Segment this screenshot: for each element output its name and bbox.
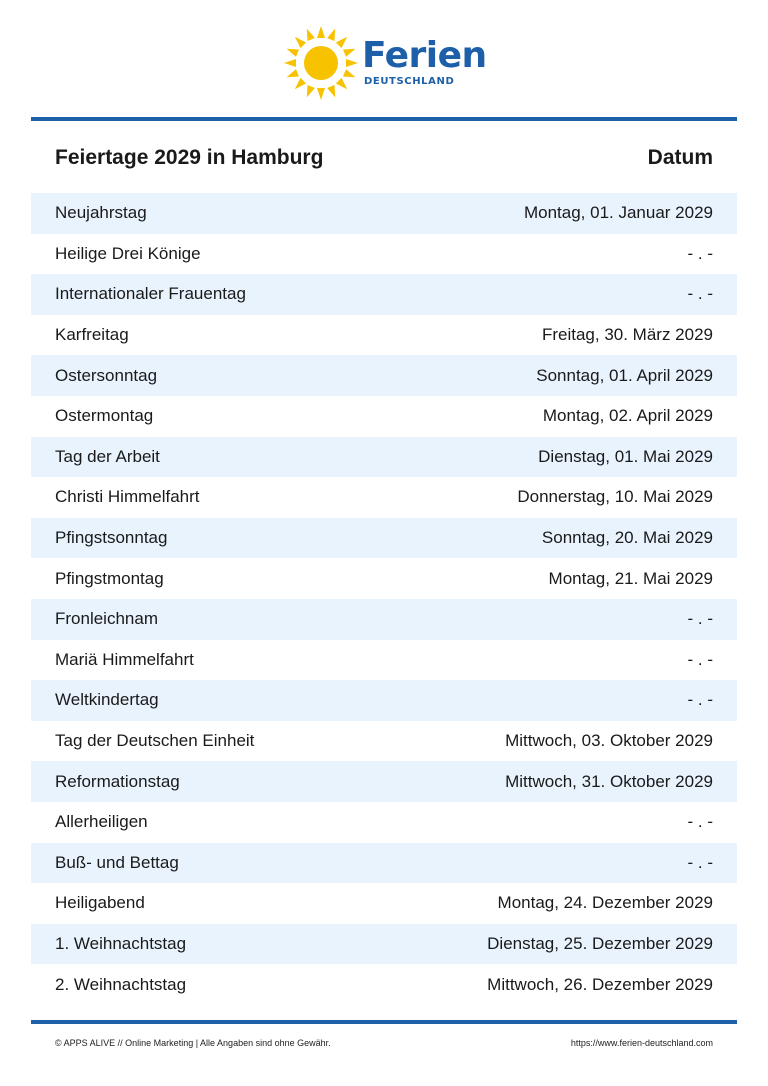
holiday-date: Sonntag, 20. Mai 2029 bbox=[541, 528, 713, 548]
holiday-date: Montag, 24. Dezember 2029 bbox=[497, 893, 713, 913]
holiday-date: Dienstag, 01. Mai 2029 bbox=[538, 446, 713, 466]
holiday-date: - . - bbox=[687, 609, 713, 629]
table-row bbox=[31, 964, 737, 1005]
holiday-date: Montag, 02. April 2029 bbox=[542, 406, 713, 426]
table-row bbox=[31, 599, 737, 640]
table-row bbox=[31, 640, 737, 681]
table-row bbox=[31, 193, 737, 234]
holiday-date: - . - bbox=[687, 649, 713, 669]
sun-icon bbox=[282, 24, 360, 102]
table-header bbox=[31, 140, 737, 180]
holiday-date: Montag, 01. Januar 2029 bbox=[523, 203, 713, 223]
holiday-date: - . - bbox=[687, 284, 713, 304]
holiday-date: Mittwoch, 31. Oktober 2029 bbox=[505, 771, 713, 791]
holiday-name: 2. Weihnachtstag bbox=[55, 974, 187, 994]
holiday-name: Christi Himmelfahrt bbox=[55, 487, 200, 507]
holiday-name: Ostermontag bbox=[55, 406, 154, 426]
table-row bbox=[31, 234, 737, 275]
holiday-date: Donnerstag, 10. Mai 2029 bbox=[517, 487, 713, 507]
holiday-name: Heilige Drei Könige bbox=[55, 243, 201, 263]
table-row bbox=[31, 924, 737, 965]
table-row bbox=[31, 680, 737, 721]
table-row bbox=[31, 883, 737, 924]
table-row bbox=[31, 802, 737, 843]
holiday-name: Mariä Himmelfahrt bbox=[55, 649, 194, 669]
holiday-date: - . - bbox=[687, 243, 713, 263]
holiday-name: Heiligabend bbox=[55, 893, 145, 913]
holiday-name: Karfreitag bbox=[55, 325, 129, 345]
table-row bbox=[31, 437, 737, 478]
holiday-date: Mittwoch, 03. Oktober 2029 bbox=[505, 731, 713, 751]
footer-website: https://www.ferien-deutschland.com bbox=[570, 1038, 713, 1048]
holiday-name: 1. Weihnachtstag bbox=[55, 933, 187, 953]
holiday-date: Mittwoch, 26. Dezember 2029 bbox=[487, 974, 713, 994]
table-row bbox=[31, 274, 737, 315]
table-row bbox=[31, 558, 737, 599]
holiday-name: Pfingstmontag bbox=[55, 568, 164, 588]
footer-copyright: © APPS ALIVE // Online Marketing | Alle Angaben sind ohne Gewähr. bbox=[55, 1038, 331, 1048]
table-row bbox=[31, 477, 737, 518]
holiday-date: Sonntag, 01. April 2029 bbox=[536, 365, 713, 385]
holiday-name: Internationaler Frauentag bbox=[55, 284, 246, 304]
holiday-date: Montag, 21. Mai 2029 bbox=[548, 568, 713, 588]
holiday-name: Neujahrstag bbox=[55, 203, 147, 223]
holiday-name: Tag der Deutschen Einheit bbox=[55, 731, 255, 751]
holiday-name: Ostersonntag bbox=[55, 365, 158, 385]
holiday-date: Freitag, 30. März 2029 bbox=[541, 325, 713, 345]
holiday-date: - . - bbox=[687, 812, 713, 832]
table-row bbox=[31, 721, 737, 762]
brand-logo bbox=[282, 24, 492, 102]
holiday-table bbox=[31, 193, 737, 1005]
brand-name: Ferien bbox=[362, 35, 487, 76]
holiday-name: Buß- und Bettag bbox=[55, 852, 179, 872]
holiday-date: - . - bbox=[687, 690, 713, 710]
table-row bbox=[31, 843, 737, 884]
bottom-divider bbox=[31, 1020, 737, 1024]
top-divider bbox=[31, 117, 737, 121]
table-row bbox=[31, 355, 737, 396]
holiday-name: Allerheiligen bbox=[55, 812, 148, 832]
holiday-name: Pfingstsonntag bbox=[55, 528, 168, 548]
table-row bbox=[31, 396, 737, 437]
table-row bbox=[31, 518, 737, 559]
holiday-name: Tag der Arbeit bbox=[55, 446, 160, 466]
holiday-name: Weltkindertag bbox=[55, 690, 159, 710]
brand-subtitle: DEUTSCHLAND bbox=[364, 76, 455, 87]
holiday-date: Dienstag, 25. Dezember 2029 bbox=[487, 933, 713, 953]
holiday-name: Fronleichnam bbox=[55, 609, 158, 629]
holiday-name: Reformationstag bbox=[55, 771, 180, 791]
table-row bbox=[31, 761, 737, 802]
table-row bbox=[31, 315, 737, 356]
holiday-date: - . - bbox=[687, 852, 713, 872]
page-title: Feiertage 2029 in Hamburg bbox=[55, 146, 324, 169]
date-column-header: Datum bbox=[647, 146, 713, 169]
